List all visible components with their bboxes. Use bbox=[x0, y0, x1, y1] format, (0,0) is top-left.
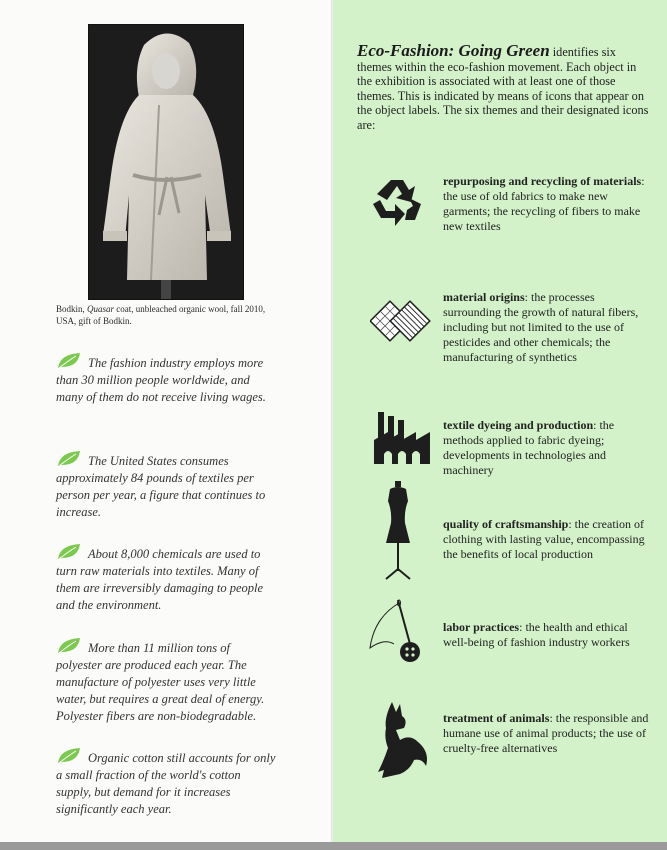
theme-desc: : the processes surrounding the growth of natural fibers, including but not limited to the use of pesticides and other chemicals; the manufacturing of synthetics bbox=[443, 290, 639, 364]
theme-description bbox=[443, 517, 653, 562]
leaf-icon bbox=[56, 637, 82, 655]
theme-description bbox=[443, 418, 653, 478]
theme-desc: : the use of old fabrics to make new garments; the recycling of fibers to make new textiles bbox=[443, 174, 645, 233]
theme-title: treatment of animals bbox=[443, 711, 550, 725]
theme-description bbox=[443, 711, 653, 756]
theme-desc: : the methods applied to fabric dyeing; developments in technologies and machinery bbox=[443, 418, 615, 477]
theme-description bbox=[443, 174, 653, 234]
fact-text: More than 11 million tons of polyester are produced each year. The manufacture of polyester uses very little water, but requires a great deal of energy. Polyester fibers are non-biodegradable. bbox=[56, 641, 265, 723]
recycle-icon bbox=[369, 176, 425, 228]
caption-artist: Bodkin, bbox=[56, 304, 85, 314]
theme-title: textile dyeing and production bbox=[443, 418, 594, 432]
theme-description bbox=[443, 620, 653, 650]
caption-title: Quasar bbox=[87, 304, 115, 314]
page-bottom-edge bbox=[0, 842, 667, 850]
left-panel bbox=[0, 0, 333, 850]
factory-icon bbox=[372, 410, 436, 464]
coat-photo bbox=[88, 24, 244, 300]
dress-form-icon bbox=[382, 481, 414, 581]
theme-title: quality of craftsmanship bbox=[443, 517, 569, 531]
intro-title: Eco-Fashion: Going Green bbox=[357, 41, 550, 60]
theme-desc: : the creation of clothing with lasting value, encompassing the benefits of local production bbox=[443, 517, 645, 561]
theme-desc: : the responsible and humane use of animal products; the use of cruelty-free alternatives bbox=[443, 711, 649, 755]
intro-text: identifies six themes within the eco-fashion movement. Each object in the exhibition is associated with at least one of those themes. This is indicated by means of icons that appear on the object labels. The six themes and their designated icons are: bbox=[357, 45, 649, 132]
fact-paragraph bbox=[56, 543, 276, 614]
fact-text: The United States consumes approximately 84 pounds of textiles per person per year, a figure that continues to increase. bbox=[56, 454, 266, 519]
theme-title: labor practices bbox=[443, 620, 520, 634]
fact-paragraph bbox=[56, 747, 276, 818]
fabric-swatch-icon bbox=[370, 298, 432, 344]
theme-description bbox=[443, 290, 653, 365]
leaf-icon bbox=[56, 450, 82, 468]
intro-paragraph bbox=[357, 41, 649, 132]
caption-details: coat, unbleached organic wool, fall 2010, USA, gift of Bodkin. bbox=[56, 304, 266, 326]
leaf-icon bbox=[56, 543, 82, 561]
fox-icon bbox=[370, 700, 432, 780]
fact-paragraph bbox=[56, 352, 276, 406]
fact-text: About 8,000 chemicals are used to turn raw materials into textiles. Many of them are irreversibly damaging to people and the environment. bbox=[56, 547, 264, 612]
fact-text: Organic cotton still accounts for only a small fraction of the world's cotton supply, but demand for it increases significantly each year. bbox=[56, 751, 276, 816]
fact-paragraph bbox=[56, 450, 276, 521]
theme-desc: : the health and ethical well-being of fashion industry workers bbox=[443, 620, 630, 649]
theme-title: material origins bbox=[443, 290, 525, 304]
leaf-icon bbox=[56, 747, 82, 765]
fact-text: The fashion industry employs more than 30 million people worldwide, and many of them do not receive living wages. bbox=[56, 356, 266, 404]
fact-paragraph bbox=[56, 637, 276, 725]
theme-title: repurposing and recycling of materials bbox=[443, 174, 642, 188]
photo-caption bbox=[56, 303, 286, 327]
needle-button-icon bbox=[364, 598, 434, 664]
leaf-icon bbox=[56, 352, 82, 370]
